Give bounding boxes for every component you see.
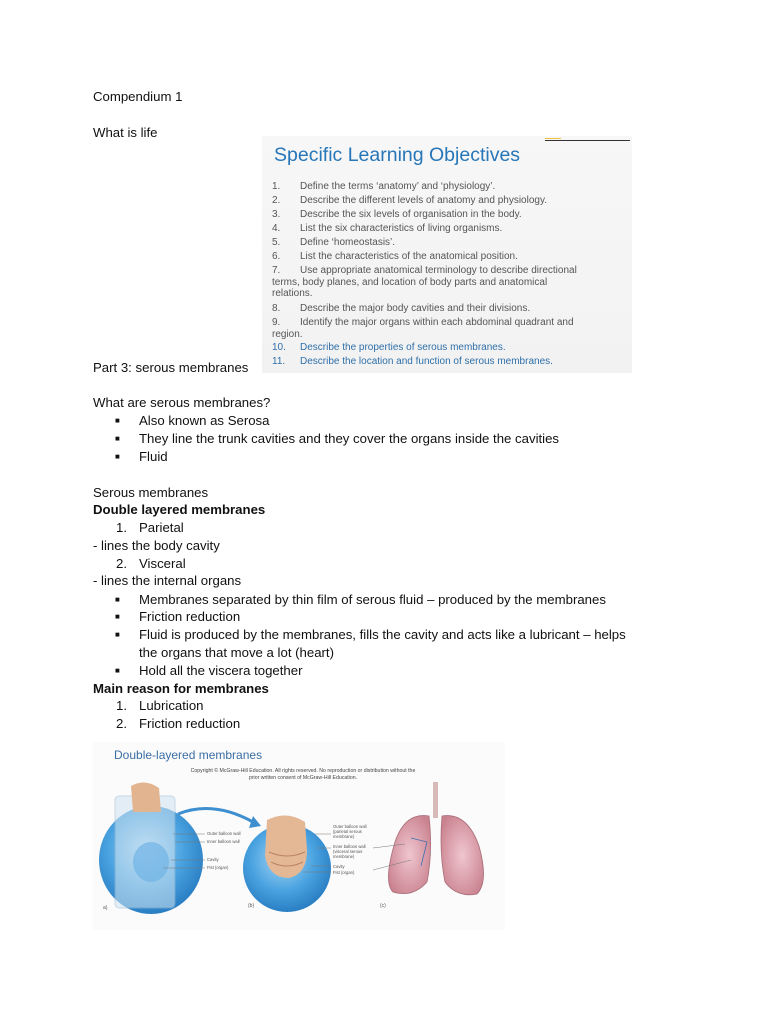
bullet-item: Membranes separated by thin film of serous fluid – produced by the membranes	[139, 592, 606, 607]
bullet-marker: ■	[115, 434, 120, 443]
objective-item: 2. Describe the different levels of anatomy and physiology.	[272, 195, 547, 206]
bullet-item: Also known as Serosa	[139, 413, 270, 428]
double-layered-heading: Double layered membranes	[93, 502, 266, 517]
objective-item: 8. Describe the major body cavities and their divisions.	[272, 303, 531, 314]
main-reason-heading: Main reason for membranes	[93, 681, 269, 696]
list-number: 1.	[116, 698, 127, 713]
figure-title: Double-layered membranes	[114, 748, 263, 762]
bullet-marker: ■	[115, 612, 120, 621]
label-outer-balloon: Outer balloon wall	[207, 831, 241, 836]
panel-b-fist-balloon	[243, 815, 331, 912]
objective-item-highlighted: 10. Describe the properties of serous membranes.	[272, 342, 506, 353]
bullet-item: Fluid is produced by the membranes, fills the cavity and acts like a lubricant – helps	[139, 627, 626, 642]
label-fist: Fist (organ)	[207, 865, 229, 870]
visceral-note: - lines the internal organs	[93, 573, 242, 588]
list-number: 2.	[116, 716, 127, 731]
objective-item: 9. Identify the major organs within each abdominal quadrant and region.	[272, 317, 574, 340]
objectives-title: Specific Learning Objectives	[274, 144, 521, 166]
panel-a-balloon	[99, 782, 203, 914]
panel-label-b: (b)	[248, 903, 255, 909]
parietal-note: - lines the body cavity	[93, 538, 220, 553]
label-inner-visceral: Inner balloon wall (visceral serous membrane)	[333, 844, 366, 859]
document-title: Compendium 1	[93, 89, 183, 104]
decorative-underline	[545, 138, 561, 139]
membrane-illustration	[93, 742, 505, 930]
list-number: 2.	[116, 556, 127, 571]
decorative-rule	[545, 140, 630, 141]
bullet-item: They line the trunk cavities and they cover the organs inside the cavities	[139, 431, 560, 446]
question-heading: What are serous membranes?	[93, 395, 271, 410]
arrow-icon	[178, 809, 253, 822]
label-fist-b: Fist (organ)	[333, 870, 355, 875]
bullet-marker: ■	[115, 452, 120, 461]
objective-item: 1. Define the terms ‘anatomy’ and ‘physiology’.	[272, 181, 496, 192]
serous-membranes-heading: Serous membranes	[93, 485, 209, 500]
double-layered-membranes-figure	[93, 742, 505, 930]
visceral-label: Visceral	[139, 556, 186, 571]
panel-c-lungs	[388, 782, 483, 895]
reason-item: Lubrication	[139, 698, 204, 713]
section-what-is-life: What is life	[93, 125, 158, 140]
bullet-item-continued: the organs that move a lot (heart)	[139, 645, 334, 660]
learning-objectives-panel	[262, 136, 632, 373]
bullet-item: Hold all the viscera together	[139, 663, 303, 678]
label-outer-parietal: Outer balloon wall (parietal serous membrane)	[333, 824, 367, 839]
panel-label-a: a)	[103, 905, 108, 911]
objective-item: 7. Use appropriate anatomical terminology to describe directional terms, body planes, and location of body parts and anatomical relations.	[272, 265, 577, 299]
parietal-label: Parietal	[139, 520, 184, 535]
label-cavity-b: Cavity	[333, 864, 345, 869]
bullet-item: Friction reduction	[139, 609, 241, 624]
list-number: 1.	[116, 520, 127, 535]
bullet-marker: ■	[115, 666, 120, 675]
bullet-marker: ■	[115, 595, 120, 604]
label-inner-balloon: Inner balloon wall	[207, 839, 240, 844]
objective-item-highlighted: 11. Describe the location and function of serous membranes.	[272, 356, 553, 367]
bullet-item: Fluid	[139, 449, 168, 464]
objective-item: 3. Describe the six levels of organisation in the body.	[272, 209, 522, 220]
figure-copyright: Copyright © McGraw-Hill Education. All rights reserved. No reproduction or distribution without the prior written consent of McGraw-Hill Education.	[190, 768, 416, 781]
part3-heading: Part 3: serous membranes	[93, 360, 249, 375]
reason-item: Friction reduction	[139, 716, 241, 731]
objective-item: 5. Define ‘homeostasis’.	[272, 237, 396, 248]
label-cavity: Cavity	[207, 857, 219, 862]
objective-item: 4. List the six characteristics of living organisms.	[272, 223, 503, 234]
bullet-marker: ■	[115, 630, 120, 639]
panel-label-c: (c)	[380, 903, 386, 909]
objective-item: 6. List the characteristics of the anatomical position.	[272, 251, 518, 262]
bullet-marker: ■	[115, 416, 120, 425]
